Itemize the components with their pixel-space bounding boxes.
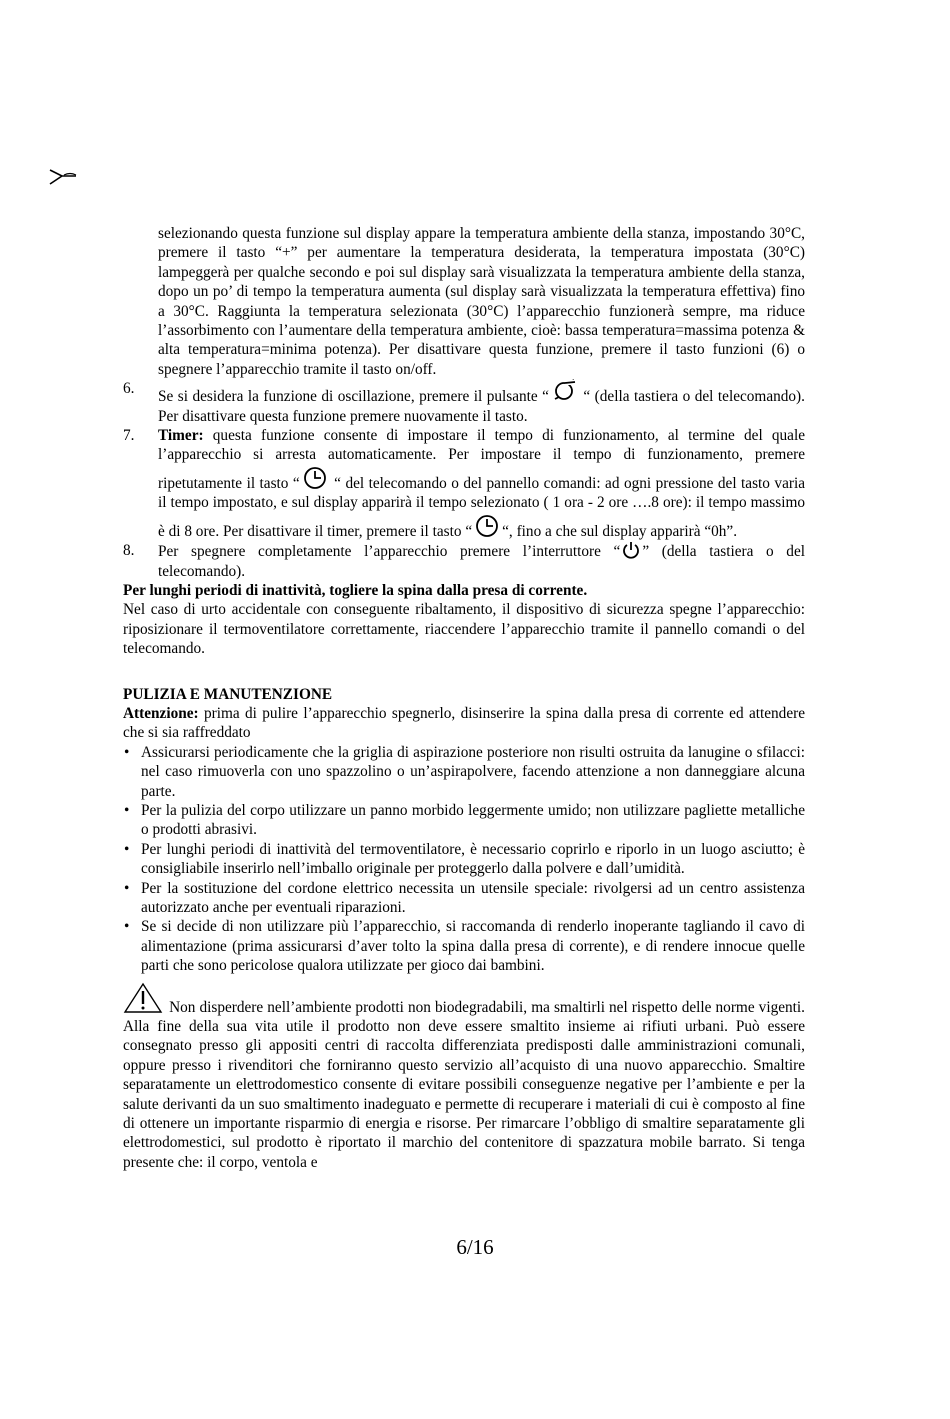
unplug-note: Per lunghi periodi di inattività, togliere la spina dalla presa di corrente. xyxy=(123,581,588,599)
list-item: • Per la sostituzione del cordone elettrico necessita un utensile speciale: rivolgersi ad un centro assistenza autorizzato anche per eventuali riparazioni. xyxy=(123,879,805,918)
tip-over-note: Nel caso di urto accidentale con conseguente ribaltamento, il dispositivo di sicurezza spegne l’apparecchio: riposizionare il termoventilatore correttamente, riaccendere l’apparecchio tramite il pannello comandi o del telecomando. xyxy=(123,601,805,658)
function-intro-paragraph: selezionando questa funzione sul display appare la temperatura ambiente della stanza, impostando 30°C, premere il tasto “+” per aumentare la temperatura desiderata, la temperatura impostata (30°C) lampeggerà per qualche secondo e poi sul display sarà visualizzata la temperatura ambiente della stanza, dopo un po’ di tempo la temperatura aumenta (sul display sarà visualizzata la temperatura effettiva) fino a 30°C. Raggiunta la temperatura selezionata (30°C) l’apparecchio funzionerà sempre, ma riduce l’assorbimento con l’aumentare della temperatura ambiente, cioè: bassa temperatura=massima potenza & alta temperatura=minima potenza). Per disattivare questa funzione, premere il tasto funzioni (6) o spegnere l’apparecchio tramite il tasto on/off. xyxy=(158,225,805,378)
cleaning-heading: PULIZIA E MANUTENZIONE xyxy=(123,685,333,703)
attention-paragraph: Attenzione: prima di pulire l’apparecchio spegnerlo, disinserire la spina dalla presa di corrente ed attendere che si sia raffreddato xyxy=(123,704,805,742)
list-item: • Se si decide di non utilizzare più l’apparecchio, si raccomanda di renderlo inoperante tagliando il cavo di alimentazione (prima assicurarsi d’aver tolto la spina dalla presa di corrente), e di rendere innocue quelle parti che sono pericolose qualora utilizzate per gioco dai bambini. xyxy=(123,917,805,975)
document-body xyxy=(123,224,805,1172)
power-icon xyxy=(622,541,640,559)
list-item-8: 8. Per spegnere completamente l’apparecchio premere l’interruttore “ ” (della tastiera o del telecomando). xyxy=(123,542,805,580)
list-item: • Per lunghi periodi di inattività del termoventilatore, è necessario coprirlo e riporlo in un luogo asciutto; è consigliabile inserirlo nell’imballo originale per proteggerlo dalla polvere e dall’umidità. xyxy=(123,840,805,879)
list-item-7: 7. Timer: questa funzione consente di impostare il tempo di funzionamento, al termine del quale l’apparecchio si arresta automaticamente. Per impostare il tempo di funzionamento, premere ripetutamente il tasto “ “ del telecomando o del pannello comandi: ad ogni pressione del tasto varia il tempo impostato, e sul display apparirà il tempo selezionato ( 1 ora - 2 ore ….8 ore): il tempo massimo è di 8 ore. Per disattivare il timer, premere il tasto “ “, fino a che sul display apparirà “0h”. xyxy=(123,427,805,540)
list-item: • Per la pulizia del corpo utilizzare un panno morbido leggermente umido; non utilizzare pagliette metalliche o prodotti abrasivi. xyxy=(123,801,805,840)
oscillation-icon xyxy=(551,379,577,401)
environment-paragraph: Non disperdere nell’ambiente prodotti non biodegradabili, ma smaltirli nel rispetto delle norme vigenti. Alla fine della sua vita utile il prodotto non deve essere smaltito insieme ai rifiuti urbani. Può essere consegnato presso gli appositi centri di raccolta differenziata predisposti dalle amministrazioni comunali, oppure presso i rivenditori che forniranno questo servizio all’acquisto di una nuovo apparecchio. Smaltire separatamente un elettrodomestico consente di evitare possibili conseguenze negative per l’ambiente e per la salute derivanti da un suo smaltimento inadeguato e permette di recuperare i materiali di cui è composto al fine di ottenere un importante risparmio di energia e risorse. Per rimarcare l’obbligo di smaltire separatamente gli elettrodomestici, sul prodotto è riportato il marchio del contenitore di spazzatura mobile barrato. Si tenga presente che: il corpo, ventola e xyxy=(123,982,805,1173)
timer-icon xyxy=(302,465,328,491)
list-item-6: 6. Se si desidera la funzione di oscillazione, premere il pulsante “ “ (della tastiera o del telecomando). Per disattivare questa funzione premere nuovamente il tasto. xyxy=(123,380,805,425)
list-item: • Assicurarsi periodicamente che la griglia di aspirazione posteriore non risulti ostruita da lanugine o sfilacci: nel caso rimuoverla con uno spazzolino o un’aspirapolvere, facendo attenzione a non danneggiare alcuna parte. xyxy=(123,743,805,801)
timer-icon xyxy=(474,513,500,539)
page-number: 6/16 xyxy=(456,1235,494,1259)
warning-triangle-icon xyxy=(123,982,163,1014)
cleaning-list xyxy=(123,743,805,976)
scissors-icon xyxy=(48,164,78,188)
